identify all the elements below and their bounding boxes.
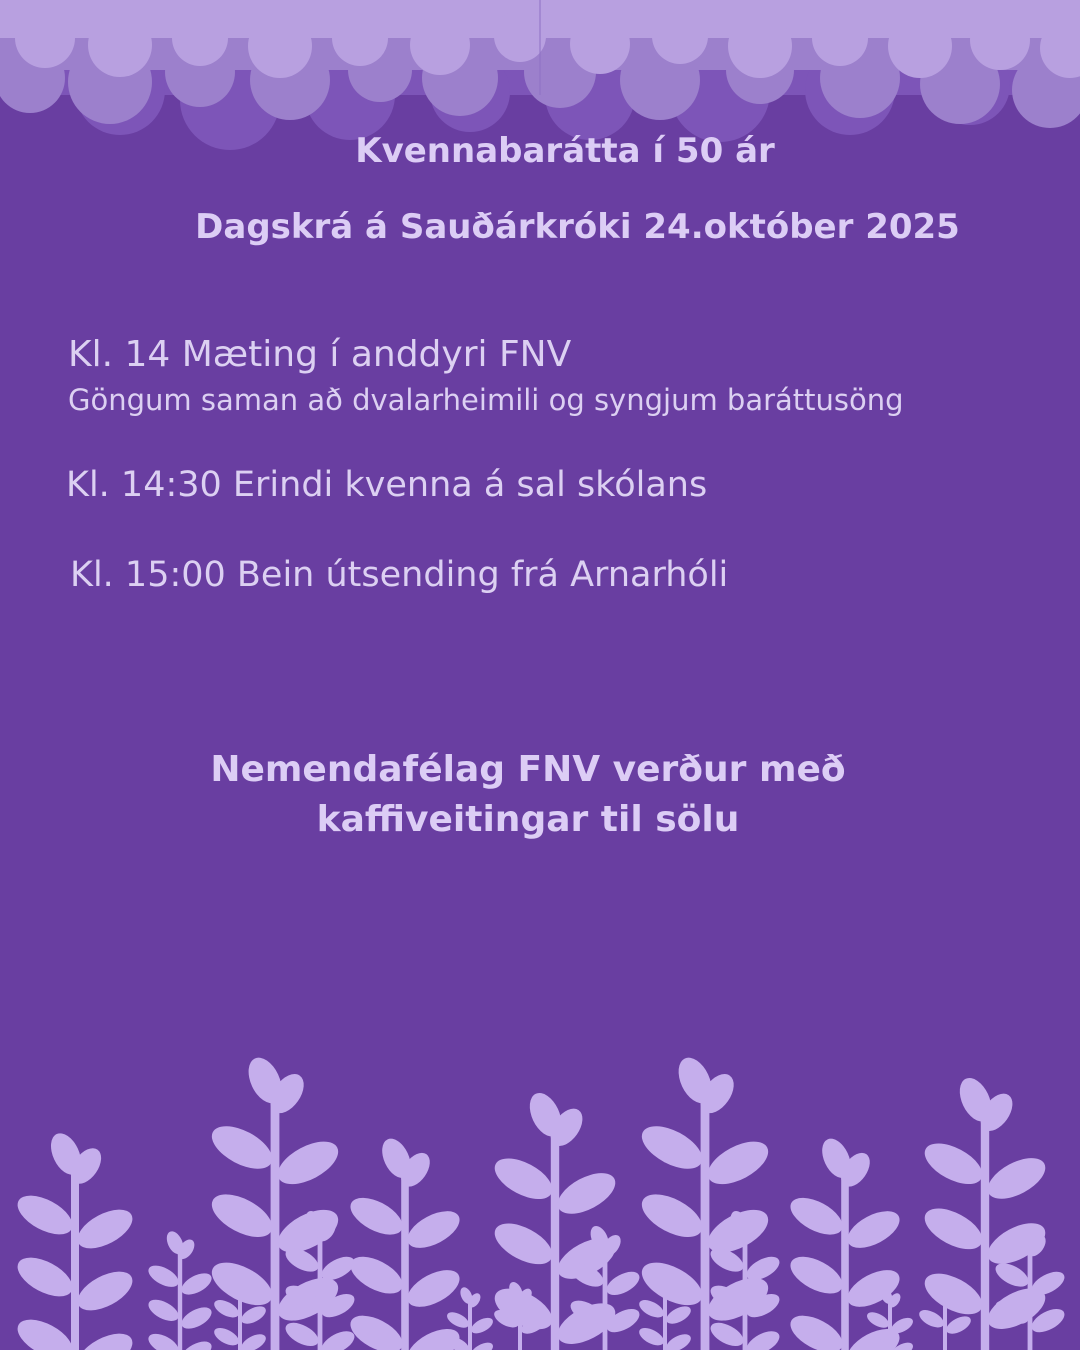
plant-1 <box>11 1129 138 1350</box>
plant-leaf <box>663 1303 693 1328</box>
plant-leaf <box>145 1329 182 1350</box>
plant-leaf <box>11 1188 78 1243</box>
plant-leaf <box>603 1267 643 1300</box>
plant-stem <box>318 1227 323 1350</box>
plant-7 <box>445 1285 496 1350</box>
plant-leaf <box>636 1324 666 1349</box>
plant-stem <box>1028 1242 1033 1350</box>
plant-2 <box>145 1229 215 1350</box>
plant-leaf <box>469 1315 496 1337</box>
plant-leaf <box>918 1135 988 1192</box>
schedule-item-1: Kl. 14 Mæting í anddyri FNV <box>68 334 572 375</box>
plant-leaf <box>178 1269 215 1299</box>
plant-leaf <box>145 1295 182 1325</box>
plant-leaf <box>469 1339 496 1350</box>
plant-leaf <box>71 1326 138 1350</box>
plant-leaf <box>488 1215 558 1272</box>
plant-leaf <box>145 1261 182 1291</box>
plant-leaf <box>635 1186 709 1246</box>
plant-leaf <box>865 1309 892 1331</box>
plant-leaf <box>842 1262 906 1314</box>
plant-leaf <box>345 1249 409 1301</box>
plant-leaf <box>345 1190 409 1242</box>
plant-leaf <box>916 1306 946 1331</box>
plant-stem <box>981 1106 989 1350</box>
plant-leaf <box>981 1150 1051 1207</box>
plant-leaf <box>71 1264 138 1319</box>
plant-stem <box>401 1164 409 1350</box>
plant-leaf <box>785 1190 849 1242</box>
plant-stem <box>178 1246 182 1350</box>
plant-leaf <box>71 1202 138 1257</box>
plant-leaf <box>11 1312 78 1350</box>
plant-leaf <box>211 1296 241 1321</box>
plant-leaf <box>178 1303 215 1333</box>
plant-leaf <box>785 1308 849 1350</box>
plant-stem <box>71 1160 79 1350</box>
plant-leaf <box>551 1165 621 1222</box>
plant-leaf <box>701 1133 775 1193</box>
plant-leaf <box>943 1313 973 1338</box>
plant-leaf <box>11 1250 78 1305</box>
plant-14 <box>785 1134 906 1350</box>
plant-leaf <box>663 1331 693 1350</box>
plant-leaf <box>445 1309 472 1331</box>
plant-leaf <box>211 1324 241 1349</box>
plant-leaf <box>238 1331 268 1350</box>
plant-stem <box>603 1242 608 1350</box>
schedule-item-1-note: Göngum saman að dvalarheimili og syngjum baráttusöng <box>68 383 904 417</box>
plant-leaf <box>345 1308 409 1350</box>
plant-leaf <box>402 1262 466 1314</box>
plant-leaf <box>636 1296 666 1321</box>
plant-leaf <box>707 1318 747 1350</box>
plant-leaf <box>178 1337 215 1350</box>
page-title: Kvennabarátta í 50 ár <box>355 131 775 171</box>
footer-note <box>0 745 1056 846</box>
footer-note-line-2: kaffiveitingar til sölu <box>316 799 740 841</box>
plant-leaf <box>271 1133 345 1193</box>
plant-leaf <box>635 1117 709 1177</box>
schedule-item-3: Kl. 15:00 Bein útsending frá Arnarhóli <box>70 555 729 595</box>
page-subtitle: Dagskrá á Sauðárkróki 24.október 2025 <box>195 207 960 247</box>
plant-leaf <box>402 1204 466 1256</box>
plant-9 <box>488 1088 621 1350</box>
plant-leaf <box>282 1318 322 1350</box>
plant-stem <box>743 1227 748 1350</box>
plant-stem <box>551 1121 559 1350</box>
footer-note-line-1: Nemendafélag FNV verður með <box>210 749 846 790</box>
plant-leaf <box>918 1200 988 1257</box>
plant-leaf <box>743 1326 783 1350</box>
plant-6 <box>345 1134 466 1350</box>
plant-leaf <box>842 1204 906 1256</box>
plant-leaf <box>238 1303 268 1328</box>
schedule-item-2: Kl. 14:30 Erindi kvenna á sal skólans <box>66 465 708 505</box>
plant-border <box>0 1040 1080 1350</box>
plant-leaf <box>205 1117 279 1177</box>
plant-leaf <box>205 1186 279 1246</box>
plant-stem <box>841 1164 849 1350</box>
plant-leaf <box>488 1150 558 1207</box>
plant-leaf <box>785 1249 849 1301</box>
